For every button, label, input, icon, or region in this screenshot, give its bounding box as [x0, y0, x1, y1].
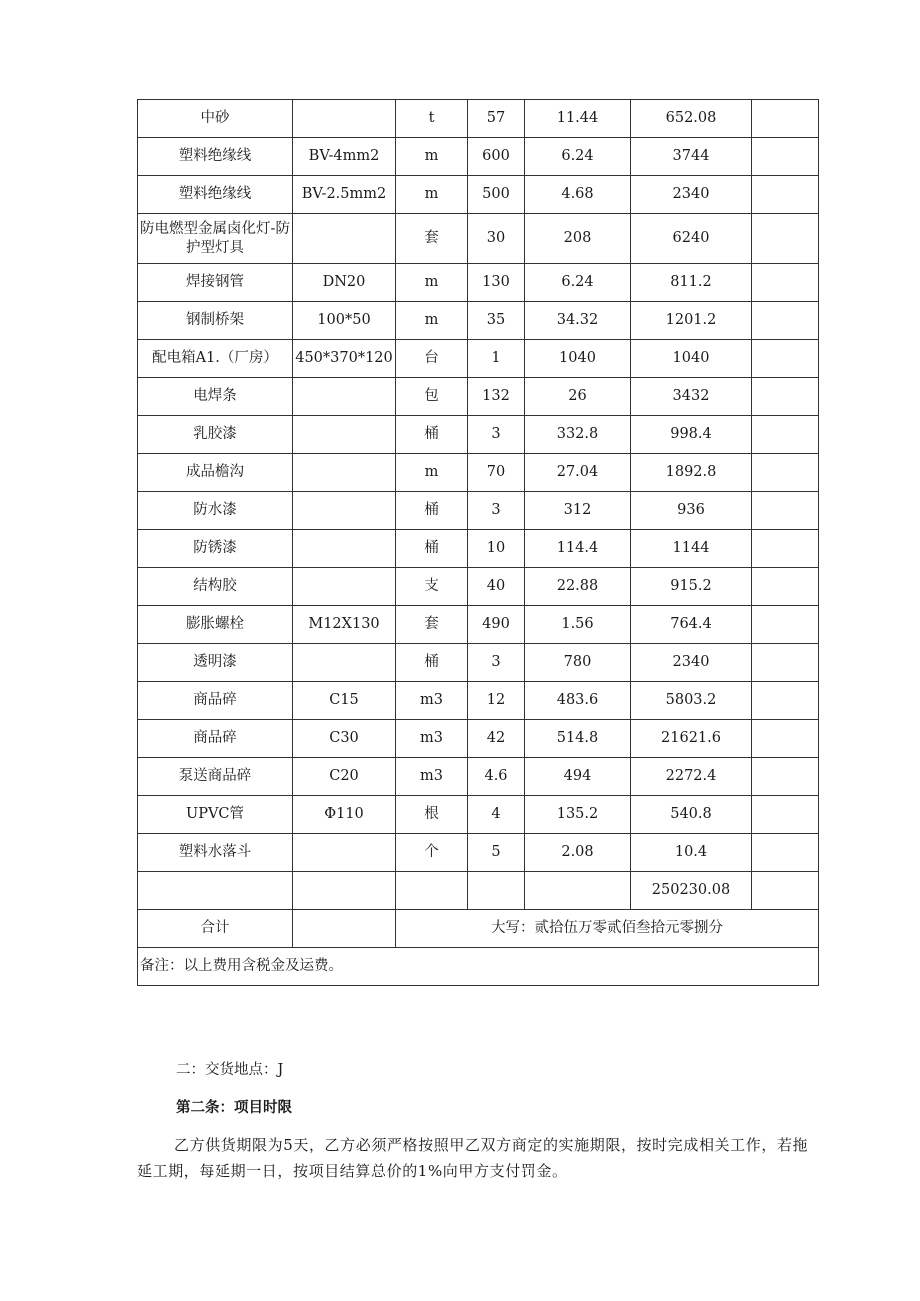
unit-price-cell: 114.4 — [525, 530, 631, 568]
total-row — [138, 910, 819, 948]
amount-cell: 1144 — [631, 530, 752, 568]
amount-cell: 2340 — [631, 176, 752, 214]
spec-cell: C15 — [293, 682, 396, 720]
remark-cell — [752, 530, 819, 568]
quantity-cell: 4.6 — [468, 758, 525, 796]
table-row — [138, 492, 819, 530]
remark-cell — [752, 796, 819, 834]
amount-cell: 652.08 — [631, 100, 752, 138]
table-row — [138, 264, 819, 302]
remark-cell — [752, 264, 819, 302]
quantity-cell: 500 — [468, 176, 525, 214]
item-name-cell: 商品碎 — [138, 682, 293, 720]
table-row — [138, 454, 819, 492]
amount-cell: 6240 — [631, 214, 752, 264]
remark-cell — [752, 176, 819, 214]
spec-cell — [293, 416, 396, 454]
remark-cell — [752, 378, 819, 416]
note-cell: 备注：以上费用含税金及运费。 — [138, 948, 819, 986]
table-row — [138, 568, 819, 606]
remark-cell — [752, 214, 819, 264]
unit-price-cell: 514.8 — [525, 720, 631, 758]
spec-cell: M12X130 — [293, 606, 396, 644]
spec-cell — [293, 100, 396, 138]
table-row — [138, 796, 819, 834]
remark-cell — [752, 492, 819, 530]
item-name-cell: 中砂 — [138, 100, 293, 138]
item-name-cell: 防锈漆 — [138, 530, 293, 568]
amount-cell: 1892.8 — [631, 454, 752, 492]
table-row — [138, 720, 819, 758]
amount-cell: 5803.2 — [631, 682, 752, 720]
quantity-cell: 30 — [468, 214, 525, 264]
amount-cell: 915.2 — [631, 568, 752, 606]
unit-cell: 桶 — [396, 416, 468, 454]
quantity-cell: 12 — [468, 682, 525, 720]
spec-cell: C30 — [293, 720, 396, 758]
unit-price-cell: 11.44 — [525, 100, 631, 138]
total-in-words-cell: 大写：贰拾伍万零贰佰叁拾元零捌分 — [396, 910, 819, 948]
total-amount-cell: 250230.08 — [631, 872, 752, 910]
amount-cell: 2272.4 — [631, 758, 752, 796]
unit-price-cell: 27.04 — [525, 454, 631, 492]
quantity-cell: 132 — [468, 378, 525, 416]
unit-cell: 套 — [396, 606, 468, 644]
unit-cell: 桶 — [396, 530, 468, 568]
spec-cell — [293, 834, 396, 872]
delivery-location: 二：交货地点：J — [176, 1062, 284, 1078]
unit-cell: t — [396, 100, 468, 138]
quantity-cell: 600 — [468, 138, 525, 176]
unit-price-cell: 4.68 — [525, 176, 631, 214]
spec-cell: 100*50 — [293, 302, 396, 340]
quantity-cell: 70 — [468, 454, 525, 492]
amount-cell: 21621.6 — [631, 720, 752, 758]
remark-cell — [752, 454, 819, 492]
unit-price-cell: 780 — [525, 644, 631, 682]
remark-cell — [752, 606, 819, 644]
unit-price-cell: 1.56 — [525, 606, 631, 644]
unit-cell: 支 — [396, 568, 468, 606]
remark-cell — [752, 720, 819, 758]
quantity-cell: 490 — [468, 606, 525, 644]
quantity-cell: 4 — [468, 796, 525, 834]
quantity-cell: 3 — [468, 492, 525, 530]
amount-cell: 3432 — [631, 378, 752, 416]
unit-cell: 台 — [396, 340, 468, 378]
item-name-cell: 钢制桥架 — [138, 302, 293, 340]
item-name-cell: 乳胶漆 — [138, 416, 293, 454]
clause-title: 第二条：项目时限 — [176, 1100, 292, 1116]
unit-cell: m — [396, 138, 468, 176]
quantity-cell: 3 — [468, 644, 525, 682]
unit-price-cell: 1040 — [525, 340, 631, 378]
item-name-cell: 塑料绝缘线 — [138, 176, 293, 214]
table-row — [138, 758, 819, 796]
amount-cell: 1201.2 — [631, 302, 752, 340]
unit-price-cell: 208 — [525, 214, 631, 264]
item-name-cell: 透明漆 — [138, 644, 293, 682]
unit-cell: m — [396, 454, 468, 492]
table-row — [138, 606, 819, 644]
table-row — [138, 176, 819, 214]
amount-cell: 936 — [631, 492, 752, 530]
table-row — [138, 530, 819, 568]
quantity-cell: 35 — [468, 302, 525, 340]
item-name-cell: 防水漆 — [138, 492, 293, 530]
clause-body: 乙方供货期限为5天，乙方必须严格按照甲乙双方商定的实施期限，按时完成相关工作，若拖延工期，每延期一日，按项目结算总价的1%向甲方支付罚金。 — [137, 1136, 809, 1180]
unit-price-cell: 6.24 — [525, 264, 631, 302]
item-name-cell: 商品碎 — [138, 720, 293, 758]
item-name-cell: 电焊条 — [138, 378, 293, 416]
quantity-cell: 42 — [468, 720, 525, 758]
unit-cell: m3 — [396, 682, 468, 720]
amount-cell: 3744 — [631, 138, 752, 176]
unit-price-cell: 483.6 — [525, 682, 631, 720]
unit-cell: m3 — [396, 758, 468, 796]
note-row — [138, 948, 819, 986]
spec-cell — [293, 644, 396, 682]
table-row — [138, 214, 819, 264]
spec-cell: C20 — [293, 758, 396, 796]
unit-price-cell: 6.24 — [525, 138, 631, 176]
table-row — [138, 644, 819, 682]
spec-cell: Φ110 — [293, 796, 396, 834]
spec-cell — [293, 378, 396, 416]
materials-table — [137, 99, 819, 986]
table-row — [138, 302, 819, 340]
unit-cell: m — [396, 176, 468, 214]
unit-price-cell: 332.8 — [525, 416, 631, 454]
unit-cell: 桶 — [396, 492, 468, 530]
table-row — [138, 416, 819, 454]
spec-cell — [293, 454, 396, 492]
amount-cell: 1040 — [631, 340, 752, 378]
amount-cell: 10.4 — [631, 834, 752, 872]
spec-cell — [293, 492, 396, 530]
spec-cell: BV-2.5mm2 — [293, 176, 396, 214]
unit-price-cell: 2.08 — [525, 834, 631, 872]
quantity-cell: 40 — [468, 568, 525, 606]
remark-cell — [752, 138, 819, 176]
unit-price-cell: 34.32 — [525, 302, 631, 340]
remark-cell — [752, 568, 819, 606]
item-name-cell: 焊接钢管 — [138, 264, 293, 302]
table-row — [138, 100, 819, 138]
table-row — [138, 378, 819, 416]
item-name-cell: 结构胶 — [138, 568, 293, 606]
subtotal-row — [138, 872, 819, 910]
unit-cell: m — [396, 264, 468, 302]
unit-cell: m — [396, 302, 468, 340]
spec-cell — [293, 530, 396, 568]
spec-cell: DN20 — [293, 264, 396, 302]
unit-cell: m3 — [396, 720, 468, 758]
item-name-cell: 塑料绝缘线 — [138, 138, 293, 176]
item-name-cell: 防电燃型金属卤化灯-防护型灯具 — [138, 214, 293, 264]
item-name-cell: 成品檐沟 — [138, 454, 293, 492]
remark-cell — [752, 682, 819, 720]
remark-cell — [752, 340, 819, 378]
quantity-cell: 3 — [468, 416, 525, 454]
unit-cell: 根 — [396, 796, 468, 834]
quantity-cell: 130 — [468, 264, 525, 302]
remark-cell — [752, 302, 819, 340]
unit-cell: 套 — [396, 214, 468, 264]
spec-cell: BV-4mm2 — [293, 138, 396, 176]
unit-price-cell: 22.88 — [525, 568, 631, 606]
unit-cell: 桶 — [396, 644, 468, 682]
remark-cell — [752, 100, 819, 138]
unit-cell: 包 — [396, 378, 468, 416]
quantity-cell: 10 — [468, 530, 525, 568]
amount-cell: 540.8 — [631, 796, 752, 834]
amount-cell: 764.4 — [631, 606, 752, 644]
amount-cell: 811.2 — [631, 264, 752, 302]
total-label-cell: 合计 — [138, 910, 293, 948]
remark-cell — [752, 644, 819, 682]
quantity-cell: 5 — [468, 834, 525, 872]
item-name-cell: 塑料水落斗 — [138, 834, 293, 872]
remark-cell — [752, 758, 819, 796]
table-row — [138, 834, 819, 872]
item-name-cell: 泵送商品碎 — [138, 758, 293, 796]
table-row — [138, 138, 819, 176]
spec-cell: 450*370*120 — [293, 340, 396, 378]
table-row — [138, 682, 819, 720]
unit-price-cell: 312 — [525, 492, 631, 530]
remark-cell — [752, 834, 819, 872]
spec-cell — [293, 214, 396, 264]
quantity-cell: 57 — [468, 100, 525, 138]
quantity-cell: 1 — [468, 340, 525, 378]
unit-price-cell: 494 — [525, 758, 631, 796]
item-name-cell: UPVC管 — [138, 796, 293, 834]
remark-cell — [752, 416, 819, 454]
amount-cell: 2340 — [631, 644, 752, 682]
spec-cell — [293, 568, 396, 606]
item-name-cell: 配电箱A1.（厂房） — [138, 340, 293, 378]
table-row — [138, 340, 819, 378]
item-name-cell: 膨胀螺栓 — [138, 606, 293, 644]
amount-cell: 998.4 — [631, 416, 752, 454]
unit-cell: 个 — [396, 834, 468, 872]
unit-price-cell: 26 — [525, 378, 631, 416]
unit-price-cell: 135.2 — [525, 796, 631, 834]
